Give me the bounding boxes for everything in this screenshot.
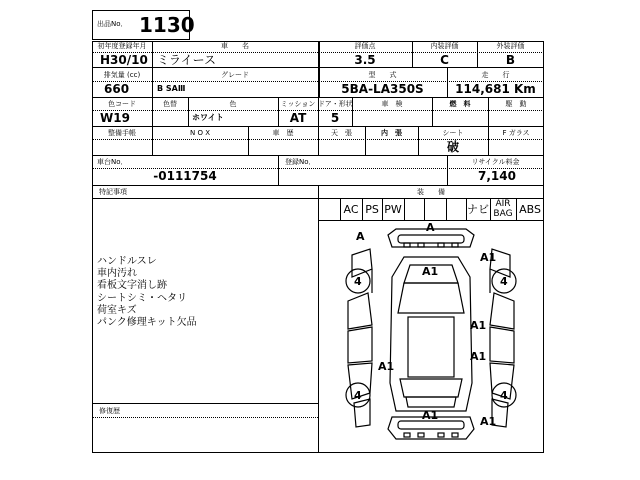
mark-left-rear-wheel-4: 4	[354, 389, 362, 402]
mission-label: ミッション	[280, 100, 316, 108]
remark-line: 車内汚れ	[97, 268, 137, 280]
mark-left-rear-door-a1: A1	[378, 360, 395, 373]
model-label: 型 式	[368, 71, 397, 79]
mark-right-front-wheel-4: 4	[500, 275, 508, 288]
name-label: 車 名	[221, 42, 249, 50]
remark-line: ハンドルスレ	[97, 256, 157, 267]
fuel-label: 燃 料	[449, 100, 471, 108]
manual-label: 整備手帳	[108, 129, 136, 137]
equip-abs: ABS	[519, 203, 541, 216]
doors-value: 5	[330, 111, 340, 125]
color-label: 色	[229, 100, 237, 108]
model-value: 5BA-LA350S	[341, 82, 424, 96]
mark-hood-a1: A1	[422, 265, 439, 278]
repair-label: 修復歴	[99, 407, 120, 415]
mark-rear-bumper-a1: A1	[480, 415, 497, 428]
cc-value: 660	[104, 82, 130, 96]
history-label: 車 歴	[272, 129, 294, 137]
grade-label: グレード	[221, 71, 249, 79]
equipment-label: 装 備	[417, 188, 445, 196]
mark-right-front-door-a1: A1	[470, 319, 487, 332]
inspection-label: 車 検	[381, 100, 403, 108]
remark-line: 荷室キズ	[97, 304, 137, 316]
seat-value: 破	[446, 140, 459, 154]
seat-label: シート	[442, 129, 464, 137]
exterior-label: 外装評価	[496, 42, 525, 50]
glass-label: F ガラス	[502, 129, 530, 137]
chassis-label: 車台No．	[97, 158, 128, 166]
lot-label: 出品No．	[97, 20, 128, 28]
remark-line: 看板文字消し跡	[97, 280, 167, 292]
interior-value: C	[440, 53, 449, 67]
equip-navi: ナビ	[467, 203, 489, 216]
remarks-lines	[97, 256, 197, 329]
color-code-label: 色コード	[108, 100, 136, 108]
name-value: ミライース	[157, 53, 217, 67]
year-value: H30/10	[100, 53, 148, 67]
equip-ac: AC	[343, 203, 359, 216]
mark-front-bumper-a: A	[356, 230, 365, 243]
equip-airbag: AIR BAG	[493, 199, 513, 219]
mark-right-front-fender-a1: A1	[480, 251, 497, 264]
equip-ps: PS	[365, 203, 379, 216]
color-code-value: W19	[100, 111, 130, 125]
lot-box	[92, 10, 195, 40]
mark-tailgate-a1: A1	[422, 409, 439, 422]
recycle-label: リサイクル料金	[471, 158, 520, 166]
doors-label: ドア・形状	[318, 100, 353, 108]
lot-number: 1130	[139, 13, 195, 37]
remark-line: パンク修理キット欠品	[97, 317, 197, 329]
mark-right-rear-door-a1: A1	[470, 350, 487, 363]
year-label: 初年度登録年月	[97, 42, 147, 50]
reg-label: 登録No．	[285, 158, 316, 166]
color-no-label: 色替	[163, 100, 177, 108]
chassis-value: -0111754	[153, 169, 217, 183]
mileage-label: 走 行	[481, 71, 510, 79]
nox-label: N O X	[190, 129, 210, 137]
equip-pw: PW	[384, 203, 402, 216]
remark-line: シートシミ・ヘタリ	[97, 292, 187, 304]
score-value: 3.5	[354, 53, 376, 67]
car-damage-diagram	[318, 221, 544, 453]
drive-label: 駆 動	[505, 100, 527, 108]
color-value: ホワイト	[192, 113, 224, 122]
cc-label: 排気量 (cc)	[103, 71, 141, 79]
mark-right-rear-wheel-4: 4	[500, 389, 508, 402]
grade-value: B SAⅢ	[157, 84, 186, 93]
roof-label: 天 張	[331, 129, 352, 137]
mission-value: AT	[289, 111, 307, 125]
recycle-value: 7,140	[478, 169, 516, 183]
interior-label: 内装評価	[430, 42, 459, 50]
score-label: 評価点	[354, 42, 376, 50]
interior-trim-label: 内 張	[381, 129, 402, 137]
mark-front-edge-a: A	[426, 221, 435, 234]
remarks-label: 特記事項	[99, 188, 127, 196]
mileage-value: 114,681 Km	[455, 82, 536, 96]
exterior-value: B	[505, 53, 516, 67]
mark-left-front-wheel-4: 4	[354, 275, 362, 288]
